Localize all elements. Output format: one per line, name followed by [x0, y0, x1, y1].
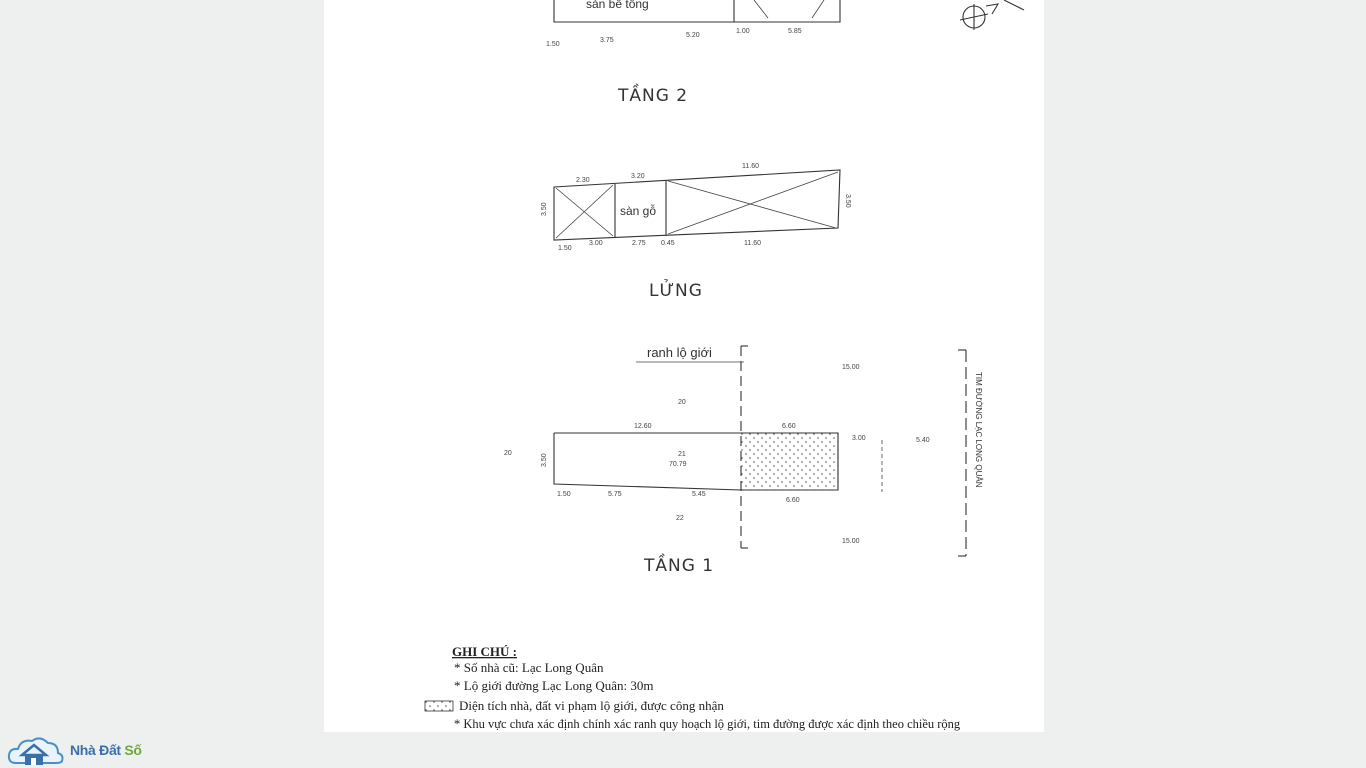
floor-2-room-label: sàn bê tông [586, 0, 649, 11]
lot-number-center: 21 [678, 451, 686, 458]
mezzanine-dim: 3.00 [589, 240, 603, 247]
note-item: * Khu vực chưa xác định chính xác ranh quy hoạch lộ giới, tim đường được xác định theo chiều rộng [454, 717, 961, 731]
road-offset: 15.00 [842, 364, 860, 371]
floor-2-dim: 5.85 [788, 28, 802, 35]
mezzanine-dim: 3.50 [541, 202, 548, 216]
mezzanine-title: LỬNG [649, 281, 703, 301]
floor-2-dim: 1.50 [546, 41, 560, 48]
road-offset: 15.00 [842, 538, 860, 545]
floor-1-dim: 12.60 [634, 423, 652, 430]
floor-1-title: TẦNG 1 [644, 556, 715, 576]
floor-1-dim: 5.45 [692, 491, 706, 498]
floor-plan-drawing [324, 0, 1044, 732]
lot-number-top: 20 [678, 399, 686, 406]
house-cloud-logo-icon [6, 733, 66, 767]
mezzanine-dim: 11.60 [744, 240, 761, 247]
note-item: Diện tích nhà, đất vi phạm lộ giới, được công nhận [459, 698, 724, 713]
floor-2-plan [546, 0, 840, 106]
floor-1-plan [504, 345, 983, 576]
note-item: * Lộ giới đường Lạc Long Quân: 30m [454, 678, 654, 693]
note-item: * Số nhà cũ: Lạc Long Quân [454, 660, 604, 675]
floor-2-dim: 1.00 [736, 28, 750, 35]
mezzanine-dim: 2.75 [632, 240, 646, 247]
notes-section [425, 644, 961, 731]
lot-number-left: 20 [504, 450, 512, 457]
encroachment-hatch [741, 433, 838, 490]
floor-plan-document [324, 0, 1044, 732]
notes-heading: GHI CHÚ : [452, 644, 517, 659]
setback-label: ranh lộ giới [647, 345, 712, 360]
floor-1-dim: 3.00 [852, 435, 866, 442]
floor-1-dim: 5.75 [608, 491, 622, 498]
brand-logo[interactable] [6, 732, 176, 768]
floor-2-dim: 3.75 [600, 37, 614, 44]
mezzanine-room-label: sàn gỗ [620, 204, 657, 218]
mezzanine-dim: 3.50 [844, 194, 851, 208]
floor-1-dim: 6.60 [786, 497, 800, 504]
floor-1-dim: 5.40 [916, 437, 930, 444]
mezzanine-plan [541, 163, 851, 301]
floor-2-title: TẦNG 2 [618, 86, 689, 106]
street-center-label: TIM ĐƯỜNG LẠC LONG QUÂN [974, 372, 983, 488]
mezzanine-dim: 2.30 [576, 177, 590, 184]
floor-1-dim: 3.50 [541, 453, 548, 467]
floor-2-dim: 5.20 [686, 32, 700, 39]
floor-1-area: 70.79 [669, 461, 687, 468]
brand-name: Nhà Đất Số [70, 742, 142, 758]
north-arrow-icon [960, 0, 1024, 30]
mezzanine-dim: 0.45 [661, 240, 675, 247]
floor-1-dim: 1.50 [557, 491, 571, 498]
mezzanine-dim: 1.50 [558, 245, 572, 252]
hatch-legend-swatch [425, 701, 453, 711]
lot-number-bottom: 22 [676, 515, 684, 522]
mezzanine-dim: 3.20 [631, 173, 645, 180]
mezzanine-dim: 11.60 [742, 163, 759, 170]
floor-1-dim: 6.60 [782, 423, 796, 430]
